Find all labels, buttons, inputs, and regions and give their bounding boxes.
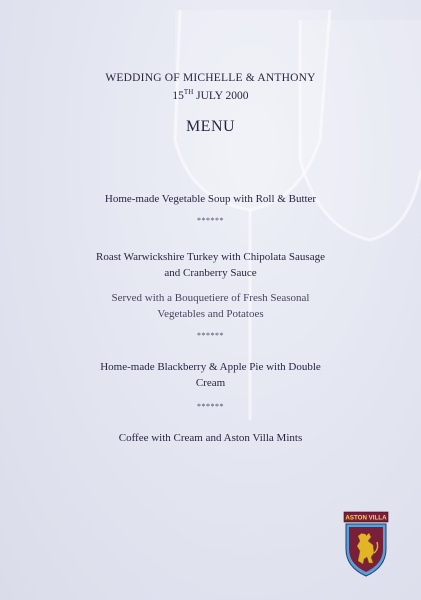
dessert-line-1: Home-made Blackberry & Apple Pie with Double xyxy=(100,361,321,373)
menu-heading: MENU xyxy=(185,118,236,135)
served-with-note xyxy=(0,290,421,322)
main-course-line-2: and Cranberry Sauce xyxy=(164,267,257,279)
separator: ****** xyxy=(197,402,224,411)
dessert-course xyxy=(0,359,421,391)
date-month-year: JULY 2000 xyxy=(196,89,249,102)
dessert-line-2: Cream xyxy=(195,377,226,389)
main-course xyxy=(0,249,421,281)
crest-banner-text: ASTON VILLA xyxy=(345,514,387,522)
wedding-date xyxy=(0,88,421,102)
separator: ****** xyxy=(197,331,224,340)
starter-course: Home-made Vegetable Soup with Roll & Butter xyxy=(104,193,317,205)
date-suffix: TH xyxy=(183,88,194,96)
separator: ****** xyxy=(197,216,224,225)
coffee-course: Coffee with Cream and Aston Villa Mints xyxy=(118,432,303,444)
main-course-line-1: Roast Warwickshire Turkey with Chipolata Sausage xyxy=(96,251,325,263)
served-line-2: Vegetables and Potatoes xyxy=(157,308,264,320)
aston-villa-crest-icon xyxy=(343,511,389,577)
date-day: 15 xyxy=(172,89,184,102)
wedding-title: WEDDING OF MICHELLE & ANTHONY xyxy=(105,72,316,84)
served-line-1: Served with a Bouquetiere of Fresh Seasonal xyxy=(111,292,310,304)
